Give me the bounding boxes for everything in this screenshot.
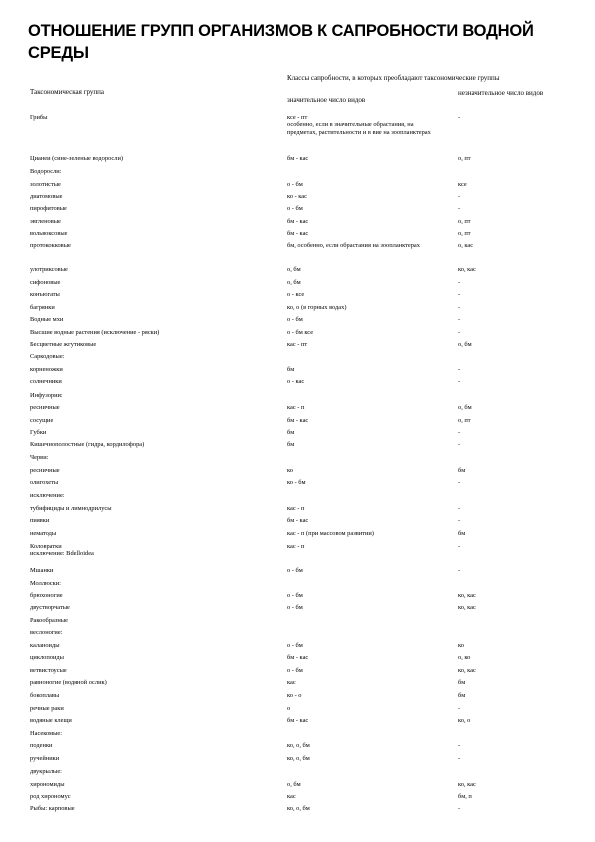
row-taxon: протококковые [30,242,71,249]
row-insignificant: - [458,366,461,373]
row-significant: о - ксе [287,291,305,298]
row-significant: о - бм [287,592,303,599]
row-taxon: Коловратки исключение: Bdelloidea [30,543,94,558]
row-significant: о, бм [287,781,301,788]
row-taxon: равноногие (водяной ослик) [30,679,107,686]
row-taxon: Водные мхи [30,316,64,323]
row-significant: ко, о, бм [287,742,310,749]
row-significant: о - бм ксе [287,329,314,336]
row-significant: ко, о (в горных водах) [287,304,347,311]
row-insignificant: - [458,505,461,512]
header-significant: значительное число видов [287,96,366,104]
row-insignificant: ко, кас [458,266,476,273]
row-significant: бм [287,429,295,436]
row-insignificant: о, пт [458,417,471,424]
row-taxon: циклопоиды [30,654,64,661]
row-insignificant: - [458,479,461,486]
row-insignificant: - [458,805,461,812]
row-insignificant: ко, о [458,717,471,724]
row-taxon: улотриксовые [30,266,68,273]
row-insignificant: ко, кас [458,604,476,611]
row-significant: бм [287,441,295,448]
row-taxon: пиявки [30,517,50,524]
row-insignificant: - [458,291,461,298]
row-significant: о - бм [287,642,303,649]
row-taxon: конъюгаты [30,291,60,298]
row-taxon: солнечники [30,378,62,385]
header-insignificant: незначительное число видов [458,89,544,97]
row-significant: о - бм [287,567,303,574]
row-taxon: Моллюски: [30,580,61,587]
row-significant: кас - п [287,543,305,550]
row-significant: бм [287,366,295,373]
row-insignificant: ксе [458,181,467,188]
row-taxon: корненожки [30,366,63,373]
row-significant: бм, особенно, если обрастания на зоопланктерах [287,242,420,249]
header-taxon: Таксономическая группа [30,88,104,96]
row-insignificant: - [458,429,461,436]
row-significant: кас - пт [287,341,308,348]
row-taxon: двустворчатые [30,604,70,611]
row-insignificant: - [458,742,461,749]
row-taxon: сосущие [30,417,54,424]
row-significant: кас - п (при массовом развитии) [287,530,374,537]
row-taxon: тубифициды и лимнодрилусы [30,505,112,512]
row-insignificant: - [458,378,461,385]
row-taxon: Бесцветные жгутиковые [30,341,97,348]
row-insignificant: ко, кас [458,667,476,674]
row-insignificant: бм [458,467,466,474]
row-insignificant: - [458,705,461,712]
row-taxon: бокоплавы [30,692,60,699]
row-significant: о - бм [287,181,303,188]
row-insignificant: бм, п [458,793,472,800]
row-insignificant: о, пт [458,230,471,237]
row-significant: ко, о, бм [287,805,310,812]
row-taxon: эвгленовые [30,218,61,225]
row-taxon: двукрылые: [30,768,62,775]
row-significant: о - бм [287,667,303,674]
row-significant: ко - о [287,692,302,699]
row-insignificant: бм [458,530,466,537]
row-taxon: Инфузории: [30,392,63,399]
row-significant: бм - кас [287,717,309,724]
row-taxon: ветвистоусые [30,667,67,674]
row-insignificant: ко, кас [458,781,476,788]
row-significant: ксе - пт особенно, если в значительные обрастания, на предметах, растительности и в вие на зоопланктерах [287,114,431,136]
row-significant: о - кас [287,378,305,385]
row-insignificant: ко [458,642,464,649]
row-significant: о - бм [287,205,303,212]
row-significant: о, бм [287,279,301,286]
row-taxon: исключение: [30,492,65,499]
row-insignificant: бм [458,679,466,686]
row-insignificant: - [458,193,461,200]
row-significant: о [287,705,291,712]
row-taxon: диатомовые [30,193,63,200]
row-significant: ко, о, бм [287,755,310,762]
row-insignificant: ко, кас [458,592,476,599]
row-taxon: Цианеи (сине-зеленые водоросли) [30,155,124,162]
row-insignificant: - [458,567,461,574]
row-insignificant: - [458,441,461,448]
row-taxon: хирономиды [30,781,65,788]
row-insignificant: бм [458,692,466,699]
row-taxon: вольвоксовые [30,230,68,237]
row-insignificant: - [458,755,461,762]
row-significant: кас - п [287,404,305,411]
row-taxon: Водоросли: [30,168,62,175]
row-significant: ко - бм [287,479,306,486]
row-significant: кас - п [287,505,305,512]
page-title: ОТНОШЕНИЕ ГРУПП ОРГАНИЗМОВ К САПРОБНОСТИ ВОДНОЙ СРЕДЫ [28,22,534,62]
row-significant: о, бм [287,266,301,273]
row-insignificant: - [458,114,461,121]
row-taxon: Саркодовые: [30,353,65,360]
row-significant: о - бм [287,316,303,323]
row-taxon: сифоновые [30,279,61,286]
row-insignificant: о, кас [458,242,474,249]
row-insignificant: о, ко [458,654,471,661]
row-insignificant: о, бм [458,404,472,411]
row-significant: бм - кас [287,230,309,237]
row-significant: кас [287,679,296,686]
row-insignificant: - [458,329,461,336]
row-taxon: поденки [30,742,53,749]
row-insignificant: - [458,279,461,286]
row-insignificant: - [458,205,461,212]
row-significant: о - бм [287,604,303,611]
row-significant: ко [287,467,293,474]
row-taxon: Грибы [30,114,48,121]
row-taxon: Кишечнополостные (гидра, кордилофора) [30,441,145,448]
row-significant: бм - кас [287,218,309,225]
row-significant: бм - кас [287,417,309,424]
row-insignificant: - [458,304,461,311]
row-taxon: пирофитовые [30,205,67,212]
row-significant: бм - кас [287,654,309,661]
row-taxon: веслоногие: [30,629,63,636]
row-taxon: речные раки [30,705,64,712]
row-taxon: Высшие водные растения (исключение - ряски) [30,329,160,336]
row-taxon: Ракообразные [30,617,68,624]
row-insignificant: - [458,316,461,323]
row-taxon: олигохеты [30,479,59,486]
row-taxon: Насекомые: [30,730,63,737]
row-taxon: брюхоногие [30,592,63,599]
row-taxon: ресничные [30,467,60,474]
row-taxon: ресничные [30,404,60,411]
row-taxon: род хирономус [30,793,71,800]
row-taxon: Мшанки [30,567,54,574]
row-taxon: ручейники [30,755,60,762]
row-taxon: водяные клещи [30,717,72,724]
row-taxon: Черви: [30,454,49,461]
row-insignificant: - [458,543,461,550]
row-significant: бм - кас [287,517,309,524]
row-insignificant: о, пт [458,155,471,162]
row-significant: бм - кас [287,155,309,162]
row-taxon: каланоиды [30,642,60,649]
row-taxon: нематоды [30,530,57,537]
row-insignificant: о, бм [458,341,472,348]
row-taxon: Рыбы: карповые [30,805,75,812]
row-insignificant: о, пт [458,218,471,225]
header-classes: Классы сапробности, в которых преобладают таксономические группы [287,74,500,82]
row-insignificant: - [458,517,461,524]
row-taxon: золотистые [30,181,61,188]
row-significant: ко - кас [287,193,307,200]
row-taxon: багрянки [30,304,55,311]
row-taxon: Губки [30,429,47,436]
row-significant: кас [287,793,296,800]
